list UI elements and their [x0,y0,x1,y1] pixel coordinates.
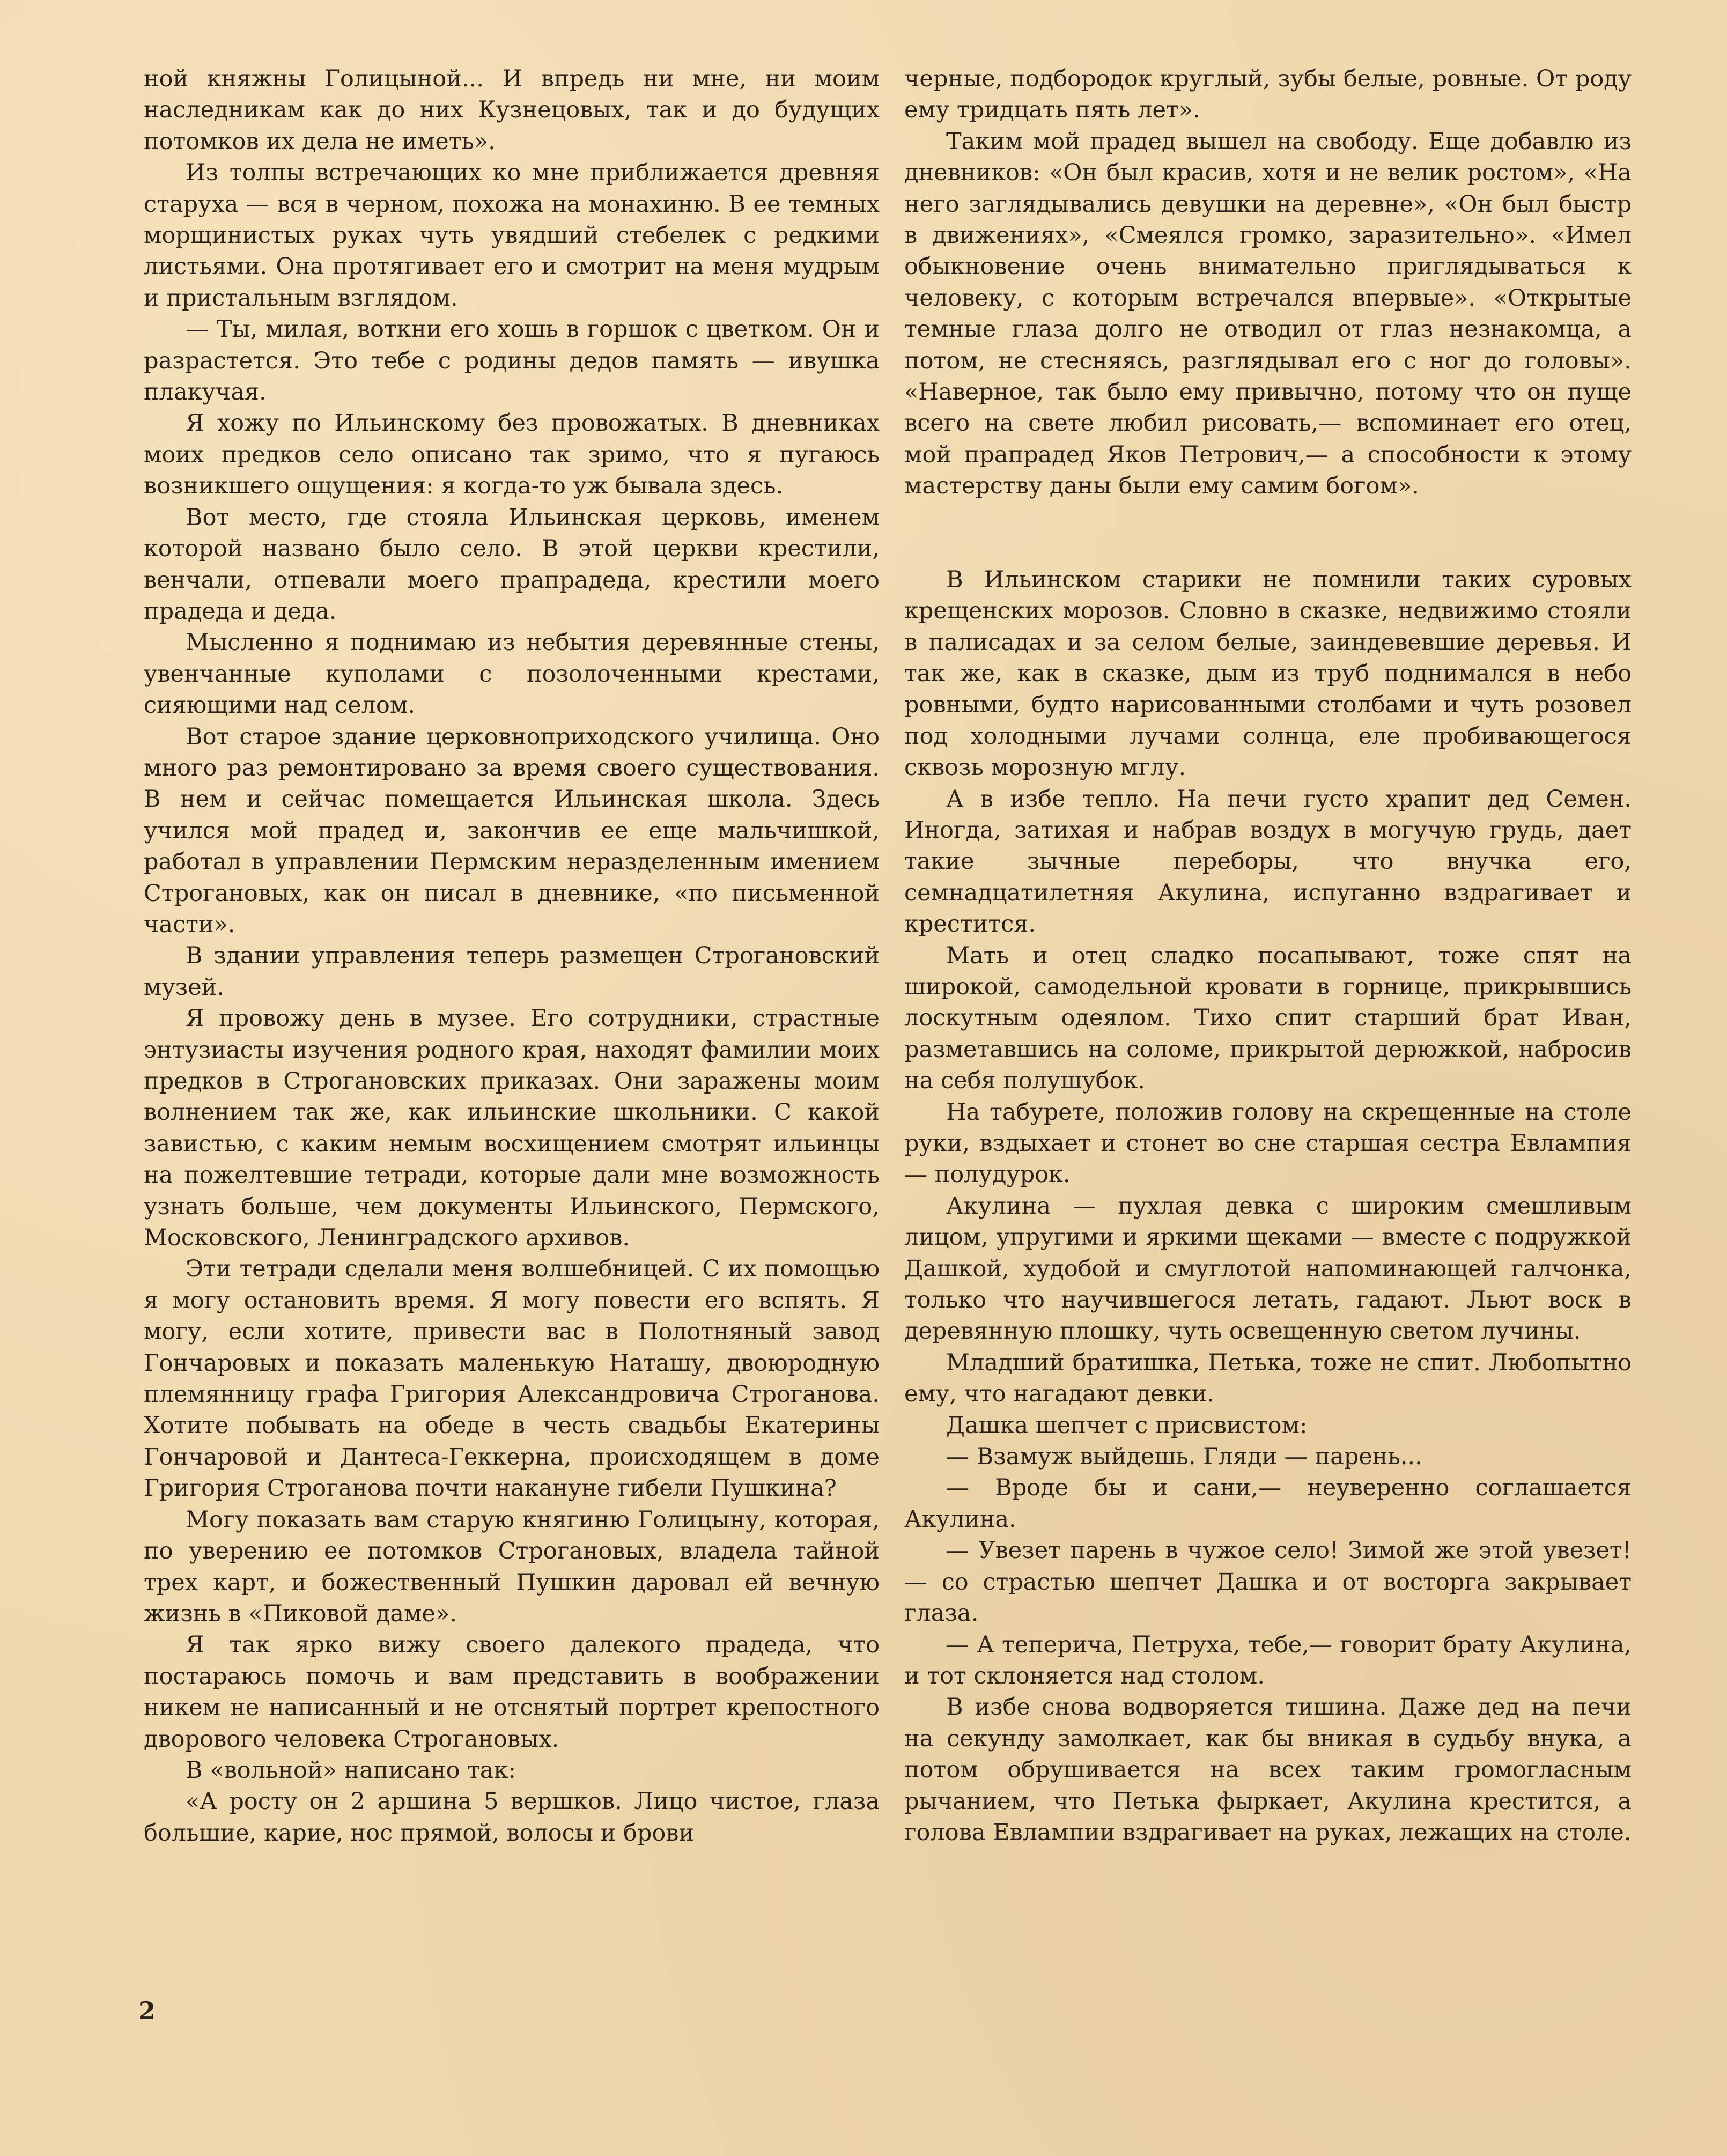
left-column [144,63,880,1849]
paragraph: Таким мой прадед вышел на свободу. Еще добавлю из дневников: «Он был красив, хотя и не велик ростом», «На него заглядывались девушки на деревне», «Он был быстр в движениях», «Смеялся громко, заразительно». «Имел обыкновение очень внимательно приглядываться к человеку, с которым встречался впервые». «Открытые темные глаза долго не отводил от глаз незнакомца, а потом, не стесняясь, разглядывал его с ног до головы». «Наверное, так было ему привычно, потому что он пуще всего на свете любил рисовать,— вспоминает его отец, мой прапрадед Яков Петрович,— а способности к этому мастерству даны были ему самим богом». [904,128,1632,500]
paragraph: — Взамуж выйдешь. Гляди — парень... [946,1443,1422,1471]
paragraph: Младший братишка, Петька, тоже не спит. Любопытно ему, что нагадают девки. [904,1349,1632,1408]
paragraph: — А теперича, Петруха, тебе,— говорит брату Акулина, и тот склоняется над столом. [904,1631,1632,1689]
right-column [904,63,1632,1848]
page-number: 2 [138,1996,156,2025]
paragraph: черные, подбородок круглый, зубы белые, ровные. От роду ему тридцать пять лет». [904,65,1632,124]
paragraph: В избе снова водворяется тишина. Даже дед на печи на секунду замолкает, как бы вникая в судьбу внука, а потом обрушивается на всех таким громогласным рычанием, что Петька фыркает, Акулина крестится, а голова Евлампии вздрагивает на руках, лежащих на столе. [904,1694,1632,1846]
paragraph: Вот старое здание церковноприходского училища. Оно много раз ремонтировано за время своего существования. В нем и сейчас помещается Ильинская школа. Здесь учился мой прадед и, закончив ее еще мальчишкой, работал в управлении Пермским неразделенным имением Строгановых, как он писал в дневнике, «по письменной части». [144,723,880,938]
paragraph: Из толпы встречающих ко мне приближается древняя старуха — вся в черном, похожа на монахиню. В ее темных морщинистых руках чуть увядший стебелек с редкими листьями. Она протягивает его и смотрит на меня мудрым и пристальным взглядом. [144,159,880,312]
paragraph: В здании управления теперь размещен Строгановский музей. [144,942,880,1001]
paragraph: Я так ярко вижу своего далекого прадеда, что постараюсь помочь и вам представить в воображении никем не написанный и не отснятый портрет крепостного дворового человека Строгановых. [144,1631,880,1753]
paragraph: «А росту он 2 аршина 5 вершков. Лицо чистое, глаза большие, карие, нос прямой, волосы и брови [144,1788,880,1847]
paragraph: — Ты, милая, воткни его хошь в горшок с цветком. Он и разрастется. Это тебе с родины дедов память — ивушка плакучая. [144,316,880,406]
paragraph: Дашка шепчет с присвистом: [946,1412,1308,1439]
paragraph: Вот место, где стояла Ильинская церковь, именем которой названо было село. В этой церкви крестили, венчали, отпевали моего прапрадеда, крестили моего прадеда и деда. [144,504,880,625]
paragraph: — Вроде бы и сани,— неуверенно соглашается Акулина. [904,1474,1632,1533]
paragraph: — Увезет парень в чужое село! Зимой же этой увезет! — со страстью шепчет Дашка и от восторга закрывает глаза. [904,1537,1632,1627]
paragraph: На табурете, положив голову на скрещенные на столе руки, вздыхает и стонет во сне старшая сестра Евлампия — полудурок. [904,1098,1632,1188]
paragraph: Мать и отец сладко посапывают, тоже спят на широкой, самодельной кровати в горнице, прикрывшись лоскутным одеялом. Тихо спит старший брат Иван, разметавшись на соломе, прикрытой дерюжкой, набросив на себя полушубок. [904,942,1632,1095]
paragraph: Могу показать вам старую княгиню Голицыну, которая, по уверению ее потомков Строгановых, владела тайной трех карт, и божественный Пушкин даровал ей вечную жизнь в «Пиковой даме». [144,1506,880,1627]
paragraph: Я провожу день в музее. Его сотрудники, страстные энтузиасты изучения родного края, находят фамилии моих предков в Строгановских приказах. Они заражены моим волнением так же, как ильинские школьники. С какой завистью, с каким немым восхищением смотрят ильинцы на пожелтевшие тетради, которые дали мне возможность узнать больше, чем документы Ильинского, Пермского, Московского, Ленинградского архивов. [144,1005,880,1252]
paragraph: Акулина — пухлая девка с широким смешливым лицом, упругими и яркими щеками — вместе с подружкой Дашкой, худобой и смуглотой напоминающей галчонка, только что научившегося летать, гадают. Льют воск в деревянную плошку, чуть освещенную светом лучины. [904,1192,1632,1345]
paragraph: ной княжны Голицыной... И впредь ни мне, ни моим наследникам как до них Кузнецовых, так и до будущих потомков их дела не иметь». [144,65,880,155]
paragraph: В Ильинском старики не помнили таких суровых крещенских морозов. Словно в сказке, недвижимо стояли в палисадах и за селом белые, заиндевевшие деревья. И так же, как в сказке, дым из труб поднимался в небо ровными, будто нарисованными столбами и чуть розовел под холодными лучами солнца, еле пробивающегося сквозь морозную мглу. [904,566,1632,781]
paragraph: Мысленно я поднимаю из небытия деревянные стены, увенчанные куполами с позолоченными крестами, сияющими над селом. [144,629,880,719]
paragraph: Я хожу по Ильинскому без провожатых. В дневниках моих предков село описано так зримо, что я пугаюсь возникшего ощущения: я когда-то уж бывала здесь. [144,410,880,500]
paragraph: А в избе тепло. На печи густо храпит дед Семен. Иногда, затихая и набрав воздух в могучую грудь, дает такие зычные переборы, что внучка его, семнадцатилетняя Акулина, испуганно вздрагивает и крестится. [904,785,1632,938]
paragraph: Эти тетради сделали меня волшебницей. С их помощью я могу остановить время. Я могу повести его вспять. Я могу, если хотите, привести вас в Полотняный завод Гончаровых и показать маленькую Наташу, двоюродную племянницу графа Григория Александровича Строганова. Хотите побывать на обеде в честь свадьбы Екатерины Гончаровой и Дантеса-Геккерна, происходящем в доме Григория Строганова почти накануне гибели Пушкина? [144,1256,880,1502]
paragraph: В «вольной» написано так: [186,1756,516,1784]
